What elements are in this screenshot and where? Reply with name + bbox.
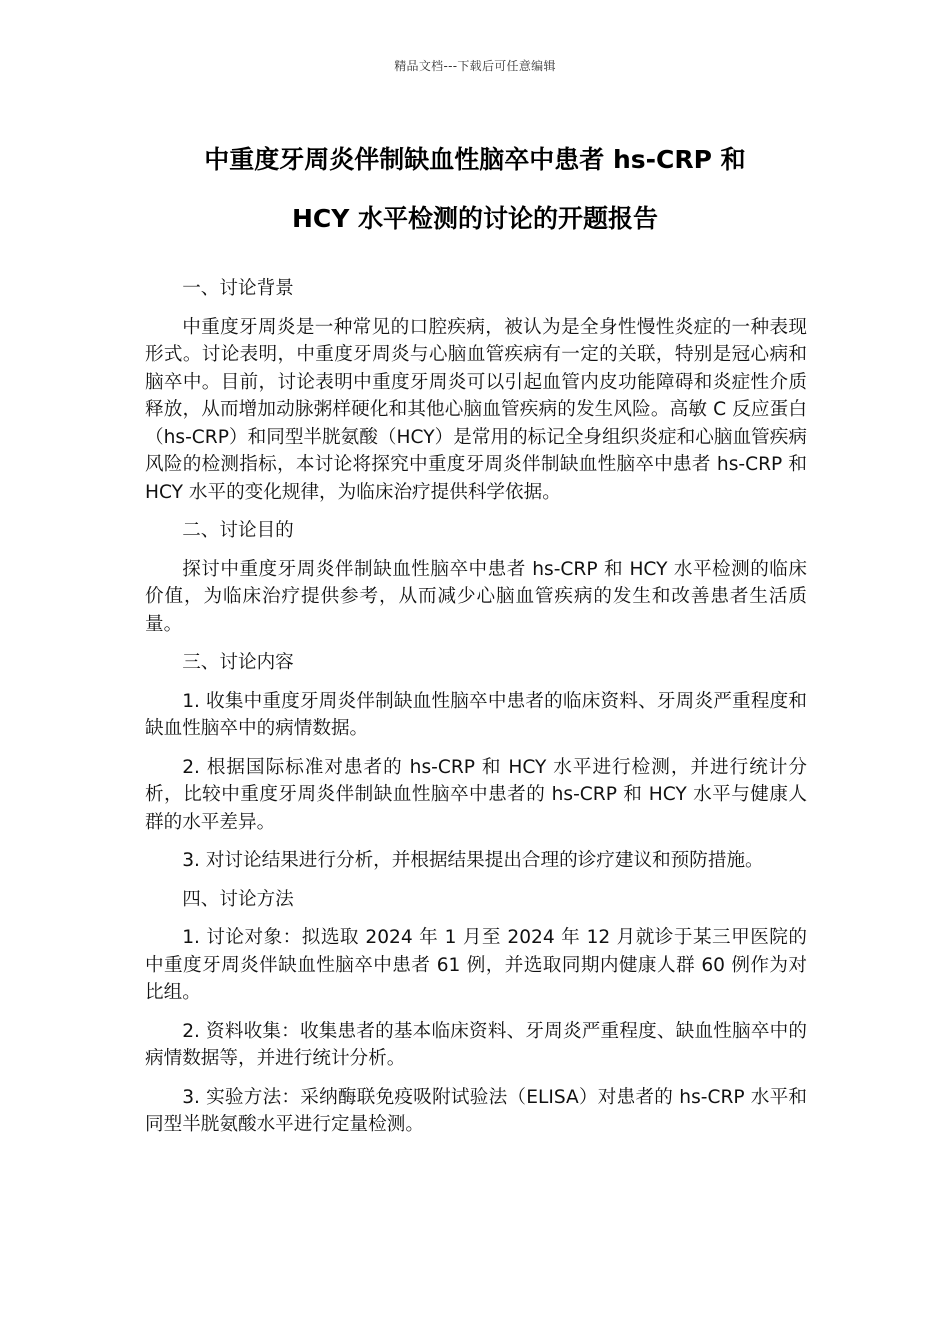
section-heading-methods: 四、讨论方法 [182, 888, 294, 910]
content-item-2: 2. 根据国际标准对患者的 hs-CRP 和 HCY 水平进行检测，并进行统计分析，比较中重度牙周炎伴制缺血性脑卒中患者的 hs-CRP 和 HCY 水平与健康人群的水平差异。 [145, 756, 807, 833]
content-item-3: 3. 对讨论结果进行分析，并根据结果提出合理的诊疗建议和预防措施。 [182, 850, 764, 871]
paragraph-purpose: 探讨中重度牙周炎伴制缺血性脑卒中患者 hs-CRP 和 HCY 水平检测的临床价值，为临床治疗提供参考，从而减少心脑血管疾病的发生和改善患者生活质量。 [145, 558, 807, 635]
section-heading-content: 三、讨论内容 [182, 652, 294, 673]
section-heading-background: 一、讨论背景 [182, 278, 294, 299]
methods-item-1: 1. 讨论对象：拟选取 2024 年 1 月至 2024 年 12 月就诊于某三甲医院的中重度牙周炎伴缺血性脑卒中患者 61 例，并选取同期内健康人群 60 例作为对比组。 [145, 927, 807, 1003]
methods-item-2: 2. 资料收集：收集患者的基本临床资料、牙周炎严重程度、缺血性脑卒中的病情数据等，并进行统计分析。 [145, 1020, 807, 1069]
document-body [145, 275, 807, 1139]
document-title-line-1: 中重度牙周炎伴制缺血性脑卒中患者 hs-CRP 和 [204, 145, 746, 174]
content-item-1: 1. 收集中重度牙周炎伴制缺血性脑卒中患者的临床资料、牙周炎严重程度和缺血性脑卒中的病情数据。 [145, 690, 807, 739]
header-note: 精品文档---下载后可任意编辑 [394, 59, 556, 73]
section-heading-purpose: 二、讨论目的 [182, 520, 294, 541]
paragraph-background: 中重度牙周炎是一种常见的口腔疾病，被认为是全身性慢性炎症的一种表现形式。讨论表明，中重度牙周炎与心脑血管疾病有一定的关联，特别是冠心病和脑卒中。目前，讨论表明中重度牙周炎可以引起血管内皮功能障碍和炎症性介质释放，从而增加动脉粥样硬化和其他心脑血管疾病的发生风险。高敏 C 反应蛋白（hs-CRP）和同型半胱氨酸（HCY）是常用的标记全身组织炎症和心脑血管疾病风险的检测指标，本讨论将探究中重度牙周炎伴制缺血性脑卒中患者 hs-CRP 和 HCY 水平的变化规律，为临床治疗提供科学依据。 [145, 316, 807, 503]
methods-item-3: 3. 实验方法：采纳酶联免疫吸附试验法（ELISA）对患者的 hs-CRP 水平和同型半胱氨酸水平进行定量检测。 [145, 1086, 807, 1135]
document-title-line-2: HCY 水平检测的讨论的开题报告 [291, 204, 659, 233]
